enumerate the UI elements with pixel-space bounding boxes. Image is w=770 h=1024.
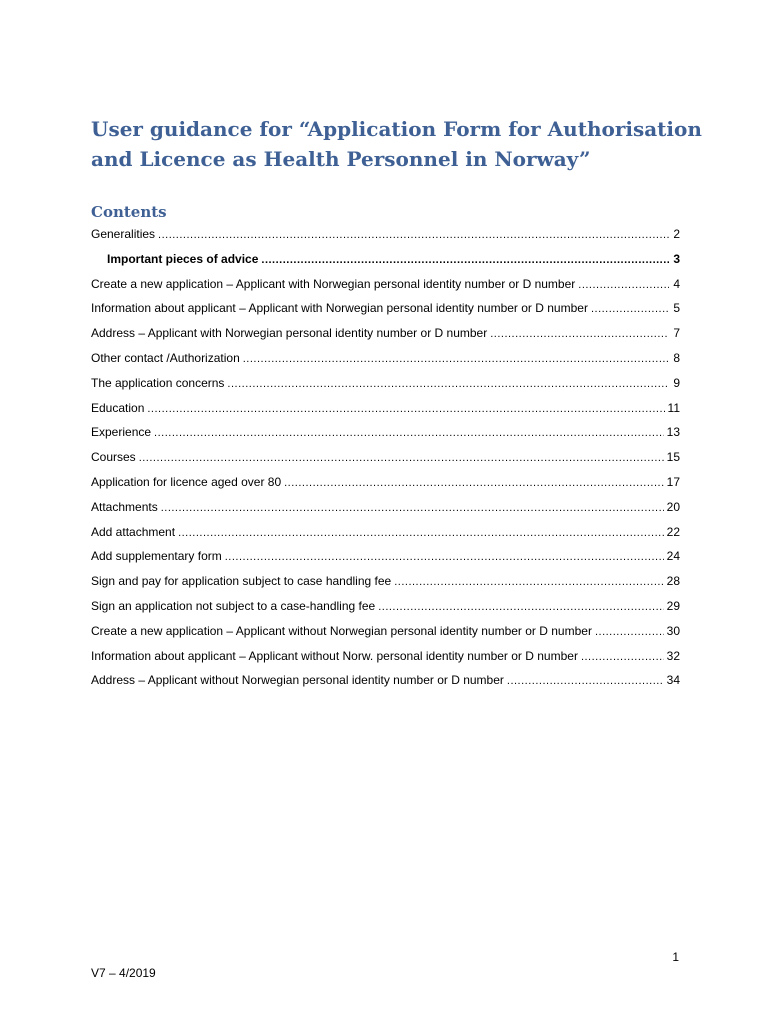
toc-entry-page: 7 — [673, 326, 680, 341]
toc-dot-leader — [490, 323, 669, 345]
toc-dot-leader — [284, 472, 664, 494]
toc-dot-leader — [227, 373, 669, 395]
toc-dot-leader — [394, 571, 663, 593]
toc-dot-leader — [139, 447, 664, 469]
toc-entry-page: 17 — [666, 474, 680, 489]
toc-entry-label: Add supplementary form — [91, 549, 222, 564]
toc-dot-leader — [261, 249, 669, 271]
toc-entry-page: 28 — [666, 574, 680, 589]
toc-dot-leader — [243, 348, 669, 370]
toc-entry-label: Create a new application – Applicant with Norwegian personal identity number or D number — [91, 276, 576, 291]
toc-entry-label: Generalities — [91, 227, 156, 241]
toc-entry-page: 8 — [673, 350, 680, 365]
toc-dot-leader — [595, 621, 664, 643]
toc-entry-label: Application for licence aged over 80 — [91, 474, 282, 489]
table-of-contents — [91, 223, 680, 694]
toc-dot-leader — [178, 522, 664, 544]
toc-entry-applicant-info-norwegian[interactable] — [91, 297, 680, 322]
toc-entry-licence-over-80[interactable] — [91, 471, 680, 496]
toc-entry-applicant-info-foreign[interactable] — [91, 645, 680, 670]
toc-entry-page: 9 — [673, 375, 680, 390]
toc-entry-application-concerns[interactable] — [91, 372, 680, 397]
toc-entry-create-application-foreign[interactable] — [91, 620, 680, 645]
toc-entry-add-supplementary-form[interactable] — [91, 545, 680, 570]
toc-dot-leader — [161, 497, 664, 519]
toc-entry-page: 20 — [666, 499, 680, 514]
toc-entry-label: Experience — [91, 425, 152, 440]
toc-entry-page: 3 — [673, 251, 680, 266]
page-number: 1 — [672, 950, 679, 964]
toc-entry-attachments[interactable] — [91, 496, 680, 521]
version-footer: V7 – 4/2019 — [91, 966, 156, 980]
toc-entry-experience[interactable] — [91, 421, 680, 446]
toc-entry-other-contact[interactable] — [91, 347, 680, 372]
toc-entry-label: Create a new application – Applicant without Norwegian personal identity number or D number — [91, 623, 592, 638]
toc-dot-leader — [154, 422, 664, 444]
toc-entry-label: Address – Applicant without Norwegian personal identity number or D number — [91, 673, 504, 688]
toc-entry-page: 34 — [666, 673, 680, 688]
toc-entry-page: 2 — [673, 227, 680, 241]
toc-entry-label: Address – Applicant with Norwegian personal identity number or D number — [91, 326, 488, 341]
toc-entry-label: Add attachment — [91, 524, 176, 539]
toc-entry-label: Attachments — [91, 499, 158, 514]
document-title: User guidance for “Application Form for Authorisation and Licence as Health Personnel in Norway” — [91, 117, 702, 171]
toc-entry-address-foreign[interactable] — [91, 669, 680, 694]
toc-dot-leader — [591, 298, 669, 320]
toc-entry-label: Education — [91, 400, 145, 415]
contents-heading: Contents — [91, 203, 167, 221]
toc-entry-add-attachment[interactable] — [91, 521, 680, 546]
toc-entry-sign-and-pay[interactable] — [91, 570, 680, 595]
toc-entry-page: 22 — [666, 524, 680, 539]
toc-dot-leader — [158, 224, 669, 246]
toc-entry-label: The application concerns — [91, 375, 225, 390]
toc-entry-sign-no-fee[interactable] — [91, 595, 680, 620]
toc-entry-page: 15 — [666, 450, 680, 465]
toc-entry-page: 30 — [666, 623, 680, 638]
toc-entry-page: 32 — [666, 648, 680, 663]
toc-entry-important-advice[interactable] — [91, 248, 680, 273]
toc-entry-page: 13 — [666, 425, 680, 440]
toc-dot-leader — [578, 274, 669, 296]
toc-entry-label: Information about applicant – Applicant with Norwegian personal identity number or D number — [91, 301, 588, 316]
toc-entry-label: Other contact /Authorization — [91, 350, 240, 365]
toc-dot-leader — [507, 670, 664, 692]
toc-entry-label: Sign an application not subject to a case-handling fee — [91, 598, 376, 613]
toc-entry-label: Information about applicant – Applicant without Norw. personal identity number or D number — [91, 648, 578, 663]
toc-dot-leader — [147, 398, 664, 420]
toc-entry-page: 24 — [666, 549, 680, 564]
toc-entry-education[interactable] — [91, 397, 680, 422]
toc-entry-page: 4 — [673, 276, 680, 291]
toc-entry-generalities[interactable] — [91, 223, 680, 248]
toc-entry-label: Important pieces of advice — [107, 251, 259, 266]
toc-entry-label: Courses — [91, 450, 136, 465]
toc-entry-address-norwegian[interactable] — [91, 322, 680, 347]
toc-entry-page: 5 — [673, 301, 680, 316]
toc-dot-leader — [581, 646, 664, 668]
toc-entry-courses[interactable] — [91, 446, 680, 471]
toc-dot-leader — [378, 596, 663, 618]
toc-entry-create-application-norwegian[interactable] — [91, 273, 680, 298]
toc-dot-leader — [225, 546, 664, 568]
toc-entry-page: 11 — [667, 400, 680, 415]
toc-entry-page: 29 — [666, 598, 680, 613]
toc-entry-label: Sign and pay for application subject to case handling fee — [91, 574, 392, 589]
